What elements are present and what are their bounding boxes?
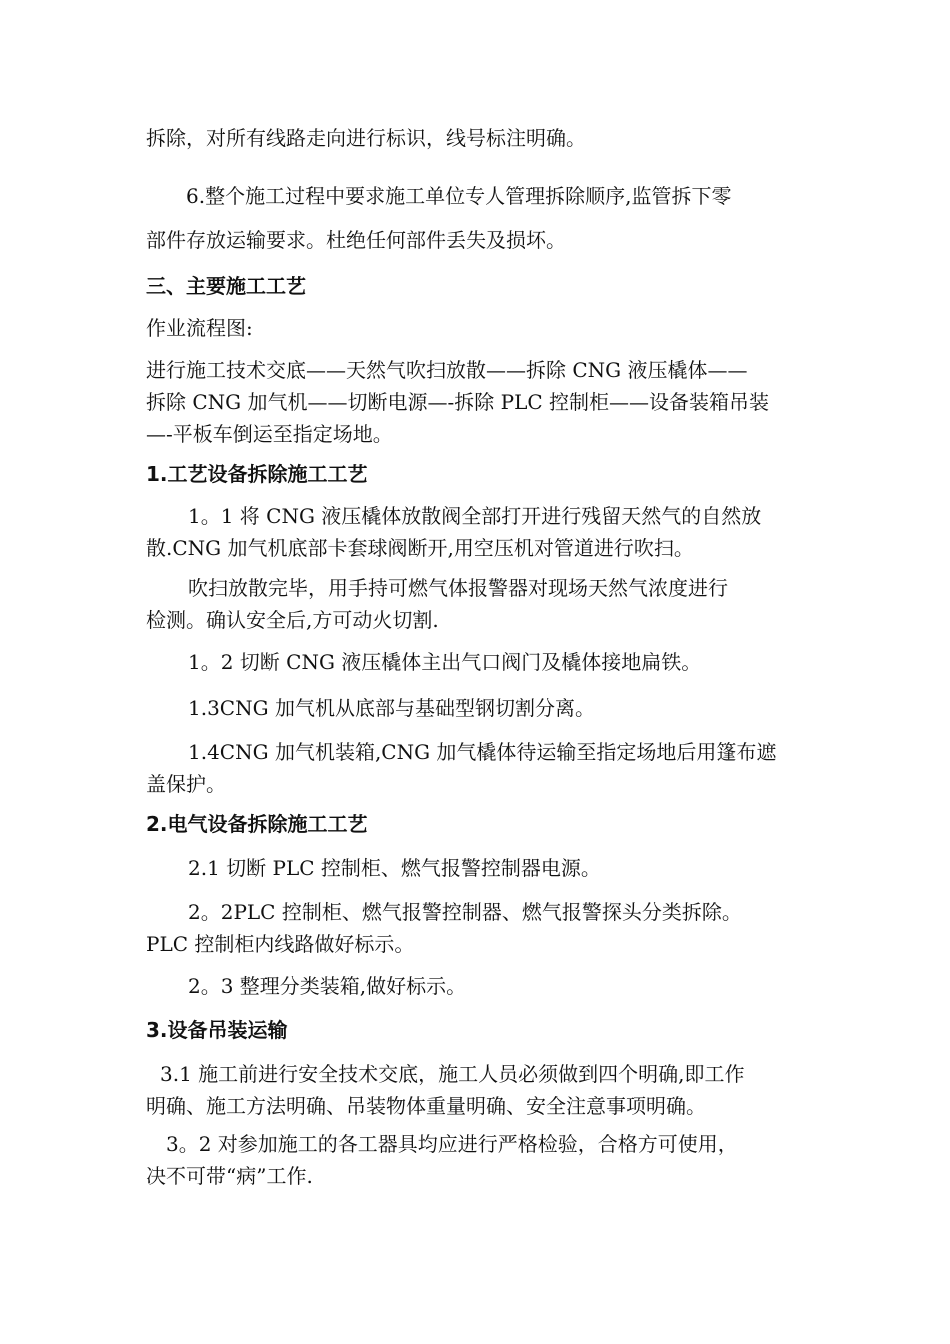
section-heading-main-process: 三、主要施工工艺 (146, 274, 306, 298)
flow-chart-steps: 进行施工技术交底——天然气吹扫放散——拆除 CNG 液压橇体—— 拆除 CNG 加气机——切断电源—-拆除 PLC 控制柜——设备装箱吊装 —-平板车倒运至指定场地。 (146, 358, 770, 446)
paragraph-2-1: 2.1 切断 PLC 控制柜、燃气报警控制器电源。 (188, 856, 601, 880)
section-heading-process-equipment: 1.工艺设备拆除施工工艺 (146, 462, 368, 486)
paragraph-wiring-marking: 拆除，对所有线路走向进行标识，线号标注明确。 (146, 126, 586, 150)
paragraph-1-1-detection: 吹扫放散完毕，用手持可燃气体报警器对现场天然气浓度进行 检测。确认安全后,方可动火切割. (146, 576, 728, 632)
paragraph-1-1: 1。1 将 CNG 液压橇体放散阀全部打开进行残留天然气的自然放 散.CNG 加气机底部卡套球阀断开,用空压机对管道进行吹扫。 (146, 504, 762, 560)
paragraph-item-6: 6.整个施工过程中要求施工单位专人管理拆除顺序,监管拆下零 部件存放运输要求。杜绝任何部件丢失及损坏。 (146, 184, 732, 252)
paragraph-3-2: 3。2 对参加施工的各工器具均应进行严格检验，合格方可使用， 决不可带“病”工作. (146, 1132, 738, 1188)
paragraph-2-2: 2。2PLC 控制柜、燃气报警控制器、燃气报警探头分类拆除。 PLC 控制柜内线路做好标示。 (146, 900, 742, 956)
section-heading-electrical-equipment: 2.电气设备拆除施工工艺 (146, 812, 368, 836)
paragraph-1-4: 1.4CNG 加气机装箱,CNG 加气橇体待运输至指定场地后用篷布遮 盖保护。 (146, 740, 777, 796)
flow-chart-label: 作业流程图: (146, 316, 253, 340)
paragraph-2-3: 2。3 整理分类装箱,做好标示。 (188, 974, 467, 998)
section-heading-lifting-transport: 3.设备吊装运输 (146, 1018, 288, 1042)
paragraph-3-1: 3.1 施工前进行安全技术交底，施工人员必须做到四个明确,即工作 明确、施工方法明确、吊装物体重量明确、安全注意事项明确。 (146, 1062, 745, 1118)
paragraph-1-3: 1.3CNG 加气机从底部与基础型钢切割分离。 (188, 696, 595, 720)
paragraph-1-2: 1。2 切断 CNG 液压橇体主出气口阀门及橇体接地扁铁。 (188, 650, 702, 674)
